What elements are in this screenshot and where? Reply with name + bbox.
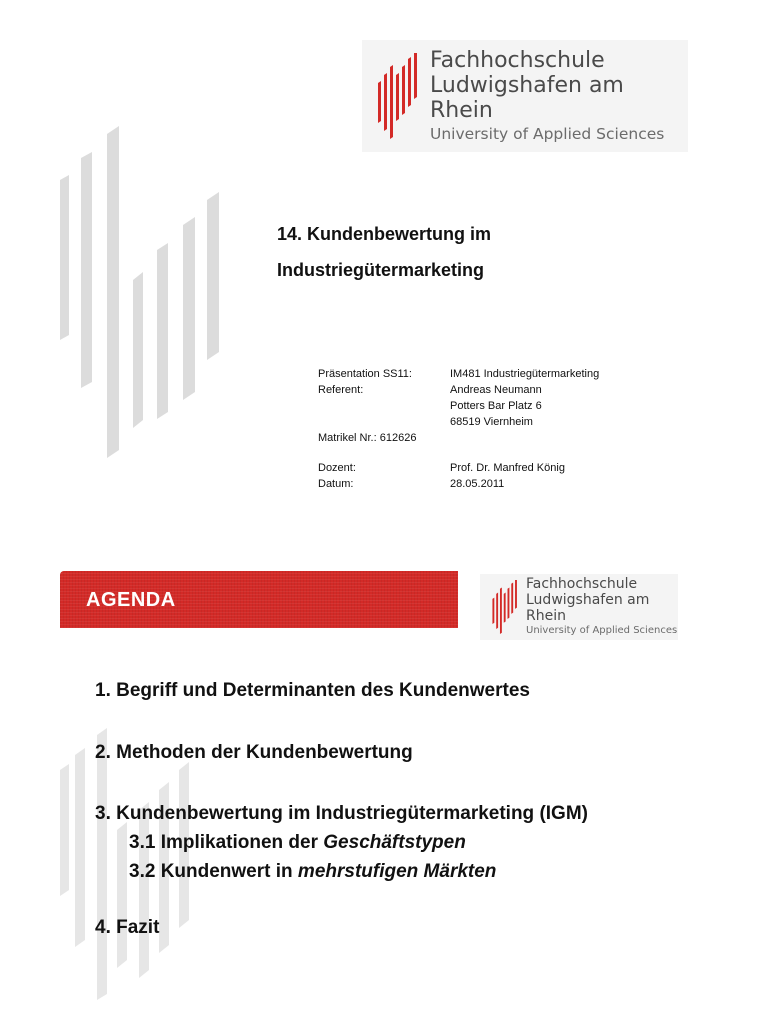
info-key bbox=[318, 398, 450, 414]
university-logo-mark-icon bbox=[492, 580, 518, 634]
presentation-info bbox=[318, 366, 599, 492]
agenda-item-3-1-italic: Geschäftstypen bbox=[323, 832, 466, 853]
agenda-item-3-1-prefix: 3.1 Implikationen der bbox=[129, 832, 324, 853]
info-key: Präsentation SS11: bbox=[318, 368, 412, 380]
decorative-stripes-top bbox=[55, 120, 235, 465]
info-row bbox=[318, 398, 599, 414]
info-value: Potters Bar Platz 6 bbox=[450, 400, 542, 412]
agenda-item-4: 4. Fazit bbox=[95, 917, 160, 938]
university-logo-mark-icon bbox=[378, 53, 418, 139]
logo-line-1: Fachhochschule bbox=[430, 47, 605, 73]
info-row bbox=[318, 366, 599, 382]
university-logo-small bbox=[480, 574, 678, 640]
info-value: Andreas Neumann bbox=[450, 384, 542, 396]
info-row bbox=[318, 460, 599, 476]
agenda-heading: AGENDA bbox=[86, 589, 176, 611]
logo-line-2: Ludwigshafen am Rhein bbox=[430, 72, 624, 123]
info-key: Matrikel Nr.: 612626 bbox=[318, 432, 417, 444]
agenda-item-3: 3. Kundenbewertung im Industriegütermarketing (IGM) bbox=[95, 803, 588, 824]
title-line-2: Industriegütermarketing bbox=[277, 260, 485, 280]
agenda-item-3-2-prefix: 3.2 Kundenwert in bbox=[129, 861, 298, 882]
info-key bbox=[318, 414, 450, 430]
logo-line-2: Ludwigshafen am Rhein bbox=[526, 592, 650, 624]
logo-line-1: Fachhochschule bbox=[526, 576, 638, 592]
agenda-item-3-2 bbox=[129, 861, 496, 883]
info-key: Dozent: bbox=[318, 462, 356, 474]
logo-line-3: University of Applied Sciences bbox=[526, 625, 678, 636]
info-row bbox=[318, 476, 599, 492]
info-value: Prof. Dr. Manfred König bbox=[450, 462, 565, 474]
info-value: 68519 Viernheim bbox=[450, 416, 533, 428]
agenda-item-3-2-italic: mehrstufigen Märkten bbox=[297, 861, 497, 882]
info-row bbox=[318, 430, 599, 446]
info-row bbox=[318, 414, 599, 430]
info-key: Referent: bbox=[318, 384, 364, 396]
info-row bbox=[318, 382, 599, 398]
title-line-1: 14. Kundenbewertung im bbox=[277, 224, 492, 244]
info-value: IM481 Industriegütermarketing bbox=[450, 368, 600, 380]
agenda-item-2: 2. Methoden der Kundenbewertung bbox=[95, 742, 413, 763]
agenda-item-3-1 bbox=[129, 832, 466, 854]
presentation-title bbox=[277, 216, 491, 288]
info-key: Datum: bbox=[318, 478, 354, 490]
info-value: 28.05.2011 bbox=[450, 478, 505, 490]
university-logo bbox=[362, 40, 688, 152]
logo-line-3: University of Applied Sciences bbox=[430, 124, 665, 143]
agenda-item-1: 1. Begriff und Determinanten des Kundenwertes bbox=[95, 680, 530, 701]
